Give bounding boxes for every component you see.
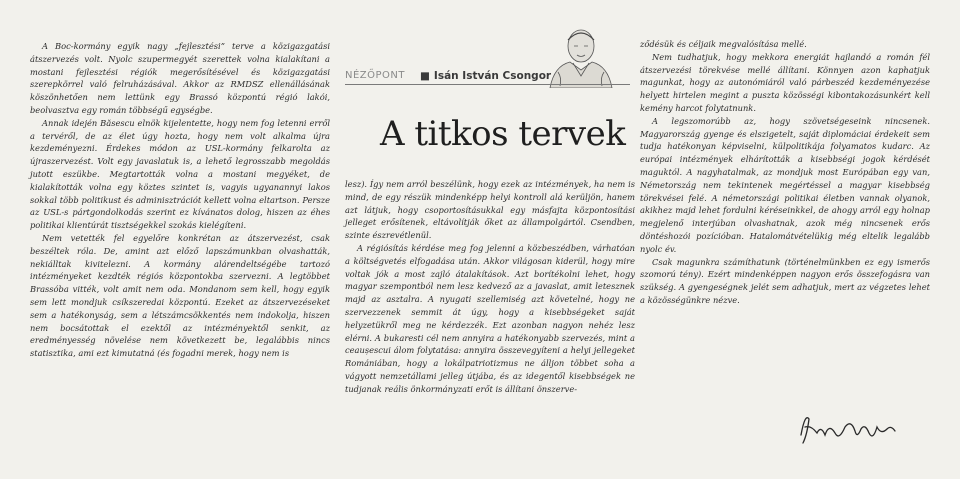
column-right	[640, 38, 930, 307]
paragraph: Csak magunkra számíthatunk (történelmünkben ez egy ismerős szomorú tény). Ezért mindenképpen nagyon erős összefogásra van szükség. A gyengeségnek jelét sem adhatjuk, mert az végzetes lehet a közösségünkre nézve.	[640, 256, 930, 305]
header-rule	[345, 84, 630, 85]
paragraph: Annak idején Băsescu elnök kijelentette, hogy nem fog letenni erről a tervéről, de az élet úgy hozta, hogy nem volt alkalma újra kezdeményezni. Érdekes módon az USL-kormány felkarolta az újraszervezést. Volt egy javaslatuk is, a lehető legrosszabb megoldás jutott eszükbe. Megtartották volna a mostani megyéket, de kialakították volna egy köztes szintet is, vagyis ugyanannyi lakos sokkal több politikust és adminisztrációt kellett volna eltartson. Persze az USL-s pártgondolkodás szerint ez kívánatos dolog, hiszen az éhes politikai klientúrát tisztségekkel szokás kielégíteni.	[30, 117, 330, 231]
paragraph: ződésük és céljaik megvalósítása mellé.	[640, 39, 807, 49]
column-left	[30, 40, 330, 360]
article-header	[340, 22, 640, 162]
byline-bullet-icon: ■	[420, 70, 430, 82]
author-portrait	[540, 22, 622, 88]
column-middle	[345, 178, 635, 396]
paragraph: Nem vetették fel egyelőre konkrétan az átszervezést, csak beszéltek róla. De, amint azt előző lapszámunkban olvashatták, nekiálltak kivitelezni. A kormány alárendeltségébe tartozó intézményeket kezdték régiós központokba szervezni. A legtöbbet Brassóba vitték, volt amit nem oda. Mondanom sem kell, hogy egyik sem lett mondjuk csíkszeredai központú. Ezeket az átszervezéseket sem a hatékonyság, sem a létszámcsökkentés nem indokolja, hiszen nem bocsátottak el ezektől az intézményektől senkit, az eredményesség növelése nem következett be, legalábbis nincs statisztika, ami ezt kimutatná (és fogadni merek, hogy nem is	[30, 232, 330, 359]
author-signature	[795, 405, 905, 450]
paragraph: A régiósítás kérdése meg fog jelenni a közbeszédben, várhatóan a költségvetés elfogadása után. Akkor világosan kiderül, hogy mire voltak jók a most zajló átalakítások. Azt borítékolni lehet, hogy magyar szempontból nem lesz kedvező az a javaslat, amit letesznek majd az asztalra. A nyugati szellemiség azt követelné, hogy ne szervezzenek semmit át úgy, hogy a kisebbségeket saját helyzetükről meg ne kérdezzék. Ezt azonban nagyon nehéz lesz elérni. A bukaresti cél nem annyira a hatékonyabb szervezés, mint a ceaușescui álom folytatása: annyira összevegyíteni a helyi jellegeket Romániában, hogy a lokálpatriotizmus ne álljon többet soha a vágyott nemzetállami jelleg útjába, és az idegentől kisebbségek ne tudjanak reális önkormányzati erőt is állítani önszerve-	[345, 242, 635, 394]
article-title: A titkos tervek	[380, 114, 626, 154]
paragraph: A legszomorúbb az, hogy szövetségeseink nincsenek. Magyarország gyenge és elszigetelt, saját diplomáciai érdekeit sem tudja hatékonyan képviselni, külpolitikája folyamatos kudarc. Az európai intézmények elhárították a kisebbségi jogok kérdését maguktól. A nagyhatalmak, az mondjuk most Európában egy van, Németország nem tekintenek megértéssel a magyar kisebbség törekvései felé. A németországi politikai életben vannak olyanok, akikhez majd lehet fordulni kéréseinkkel, de ahogy arról egy holnap megjelenő interjúban olvashatnak, azok még nincsenek erős döntéshozói pozícióban. Hatalomátvételükig még eltelik legalább nyolc év.	[640, 115, 930, 254]
paragraph: lesz). Így nem arról beszélünk, hogy ezek az intézmények, ha nem is mind, de egy részük mindenképp helyi kontroll alá kerüljön, hanem azt látjuk, hogy csoportosításukkal egy másfajta központosítási jelleget erősítenek, eltávolítják őket az állampolgártól. Csendben, szinte észrevétlenül.	[345, 179, 635, 241]
column-rubric: NÉZŐPONT	[345, 70, 406, 81]
paragraph: A Boc-kormány egyik nagy „fejlesztési” terve a közigazgatási átszervezés volt. Nyolc szupermegyét szerettek volna kialakítani a mostani fejlesztési régiók megerősítésével és közigazgatási szerepkörrel való felruházásával. Akkor az RMDSZ ellenállásának köszönhetően nem lettünk egy Brassó központú régió lakói, beolvasztva egy román többségű egységbe.	[30, 41, 330, 115]
author-name: Isán István Csongor	[433, 70, 552, 82]
author-byline	[420, 70, 551, 82]
paragraph: Nem tudhatjuk, hogy mekkora energiát hajlandó a román fél átszervezési törekvése mellé állítani. Könnyen azon kaphatjuk magunkat, hogy az autonómiáról való párbeszéd kezdeményezése helyett hirtelen megint a puszta közösségi kibontakozásunkért kell kemény harcot folytatnunk.	[640, 51, 930, 113]
